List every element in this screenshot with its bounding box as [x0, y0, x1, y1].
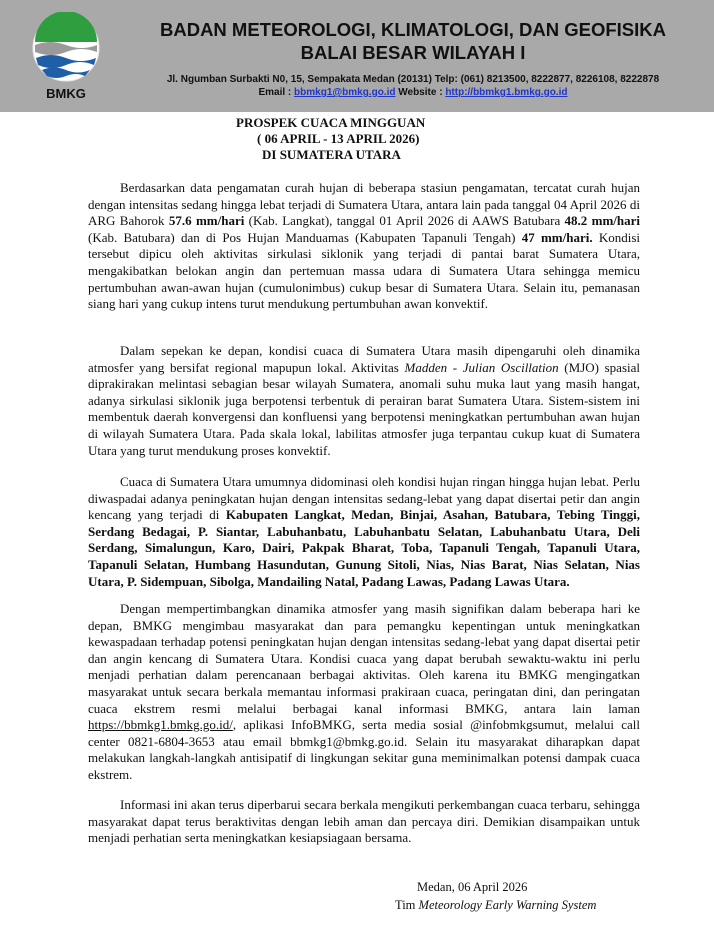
- title-line-2: ( 06 APRIL - 13 APRIL 2026): [257, 131, 420, 146]
- office-name: BALAI BESAR WILAYAH I: [300, 42, 526, 63]
- mjo-term: Madden - Julian Oscillation: [404, 359, 559, 375]
- affected-regions: Kabupaten Langkat, Medan, Binjai, Asahan, Batubara, Tebing Tinggi, Serdang Bedagai, P. Siantar, Labuhanbatu, Labuhanbatu Selatan, Labuhanbatu Utara, Deli Serdang, Simalungun, Karo, Dairi, Pakpak Bharat, Toba, Tapanuli Tengah, Tapanuli Utara, Tapanuli Selatan, Humbang Hasundutan, Gunung Sitoli, Nias, Nias Barat, Nias Selatan, Nias Utara, P. Sidempuan, Sibolga, Mandailing Natal, Padang Lawas, Padang Lawas Utara.: [88, 507, 640, 589]
- website-link[interactable]: http://bbmkg1.bmkg.go.id: [445, 87, 568, 98]
- email-link[interactable]: bbmkg1@bmkg.go.id: [294, 87, 396, 98]
- office-address: Jl. Ngumban Surbakti N0, 15, Sempakata Medan (20131) Telp: (061) 8213500, 8222877, 8226108, 8222878: [166, 74, 660, 85]
- rain-value-batubara: 48.2 mm/hari: [564, 213, 641, 229]
- paragraph-observations: Berdasarkan data pengamatan curah hujan di beberapa stasiun pengamatan, tercatat curah hujan dengan intensitas sedang hingga lebat terjadi di Sumatera Utara, antara lain pada tanggal 04 April 2026 di ARG Bahorok 57.6 mm/hari (Kab. Langkat), tanggal 01 April 2026 di AAWS Batubara 48.2 mm/hari (Kab. Batubara) dan di Pos Hujan Manduamas (Kabupaten Tapanuli Tengah) 47 mm/hari. Kondisi tersebut dipicu oleh aktivitas sirkulasi siklonik yang terjadi di pantai barat Sumatera Utara, mengakibatkan belokan angin dan pertemuan massa udara di Sumatera Utara sehingga memicu pertumbuhan awan-awan hujan (cumulonimbus) cukup besar di Sumatera Utara. Selain itu, pemanasan siang hari yang cukup intens turut mendukung pertumbuhan awan konvektif.: [88, 180, 641, 312]
- website-label: Website :: [398, 87, 443, 98]
- title-line-3: DI SUMATERA UTARA: [262, 147, 401, 162]
- email-label: Email :: [258, 87, 292, 98]
- title-line-1: PROSPEK CUACA MINGGUAN: [236, 115, 426, 130]
- contact-line: [118, 87, 708, 99]
- signature-block: [395, 878, 596, 914]
- team-line: Tim Meteorology Early Warning System: [395, 898, 597, 912]
- paragraph-forecast: Cuaca di Sumatera Utara umumnya didominasi oleh kondisi hujan ringan hingga hujan lebat. Perlu diwaspadai adanya peningkatan hujan dengan intensitas sedang-lebat yang dapat disertai petir dan angin kencang yang terjadi di Kabupaten Langkat, Medan, Binjai, Asahan, Batubara, Tebing Tinggi, Serdang Bedagai, P. Siantar, Labuhanbatu, Labuhanbatu Selatan, Labuhanbatu Utara, Deli Serdang, Simalungun, Karo, Dairi, Pakpak Bharat, Toba, Tapanuli Tengah, Tapanuli Utara, Tapanuli Selatan, Humbang Hasundutan, Gunung Sitoli, Nias, Nias Barat, Nias Selatan, Nias Utara, P. Sidempuan, Sibolga, Mandailing Natal, Padang Lawas, Padang Lawas Utara.: [88, 474, 640, 589]
- rain-value-manduamas: 47 mm/hari.: [521, 229, 593, 245]
- paragraph-closing: Informasi ini akan terus diperbarui secara berkala mengikuti perkembangan cuaca terbaru, sehingga masyarakat dapat terus beraktivitas dengan lebih aman dan percaya diri. Demikian disampaikan untuk menjadi perhatian serta meningkatkan kesiapsiagaan bersama.: [88, 797, 640, 846]
- bmkg-logo: [30, 12, 102, 102]
- document-title: [236, 115, 425, 163]
- logo-text: BMKG: [46, 86, 86, 101]
- paragraph-advisory: Dengan mempertimbangkan dinamika atmosfer yang masih signifikan dalam beberapa hari ke depan, BMKG mengimbau masyarakat dan para pemangku kepentingan untuk meningkatkan kewaspadaan terhadap potensi peningkatan hujan dengan intensitas sedang-lebat yang dapat disertai petir dan angin kencang di Sumatera Utara. Kondisi cuaca yang dapat berubah sewaktu-waktu ini perlu menjadi perhatian dalam perencanaan berbagai aktivitas. Oleh karena itu BMKG mengingatkan masyarakat untuk secara berkala memantau informasi prakiraan cuaca, peringatan dini, dan peringatan cuaca ekstrem resmi melalui berbagai kanal informasi BMKG, antara lain laman https://bbmkg1.bmkg.go.id/, aplikasi InfoBMKG, serta media sosial @infobmkgsumut, melalui call center 0821-6804-3653 atau email bbmkg1@bmkg.go.id. Selain itu masyarakat diharapkan dapat melakukan langkah-langkah antisipatif di lingkungan sekitar guna meminimalkan potensi dampak cuaca ekstrem.: [88, 601, 640, 782]
- agency-name: BADAN METEOROLOGI, KLIMATOLOGI, DAN GEOFISIKA: [159, 19, 666, 40]
- letterhead: [0, 0, 714, 112]
- website-url-link[interactable]: https://bbmkg1.bmkg.go.id/: [88, 717, 233, 733]
- rain-value-bahorok: 57.6 mm/hari: [168, 213, 245, 229]
- paragraph-dynamics: Dalam sepekan ke depan, kondisi cuaca di Sumatera Utara masih dipengaruhi oleh dinamika atmosfer yang bersifat regional mapupun lokal. Aktivitas Madden - Julian Oscillation (MJO) spasial diprakirakan melintasi sebagian besar wilayah Sumatera, anomali suhu muka laut yang masih hangat, adanya sirkulasi siklonik juga berpotensi terbentuk di perairan barat Sumatera Utara. Sistem-sistem ini membentuk daerah konvergensi dan konfluensi yang berpotensi meningkatkan pertumbuhan awan hujan di wilayah Sumatera Utara. Pada skala lokal, labilitas atmosfer juga terpantau cukup kuat di Sumatera Utara yang turut mendukung proses konvektif.: [88, 343, 641, 458]
- place-date: Medan, 06 April 2026: [417, 880, 528, 894]
- team-name: Meteorology Early Warning System: [418, 898, 597, 912]
